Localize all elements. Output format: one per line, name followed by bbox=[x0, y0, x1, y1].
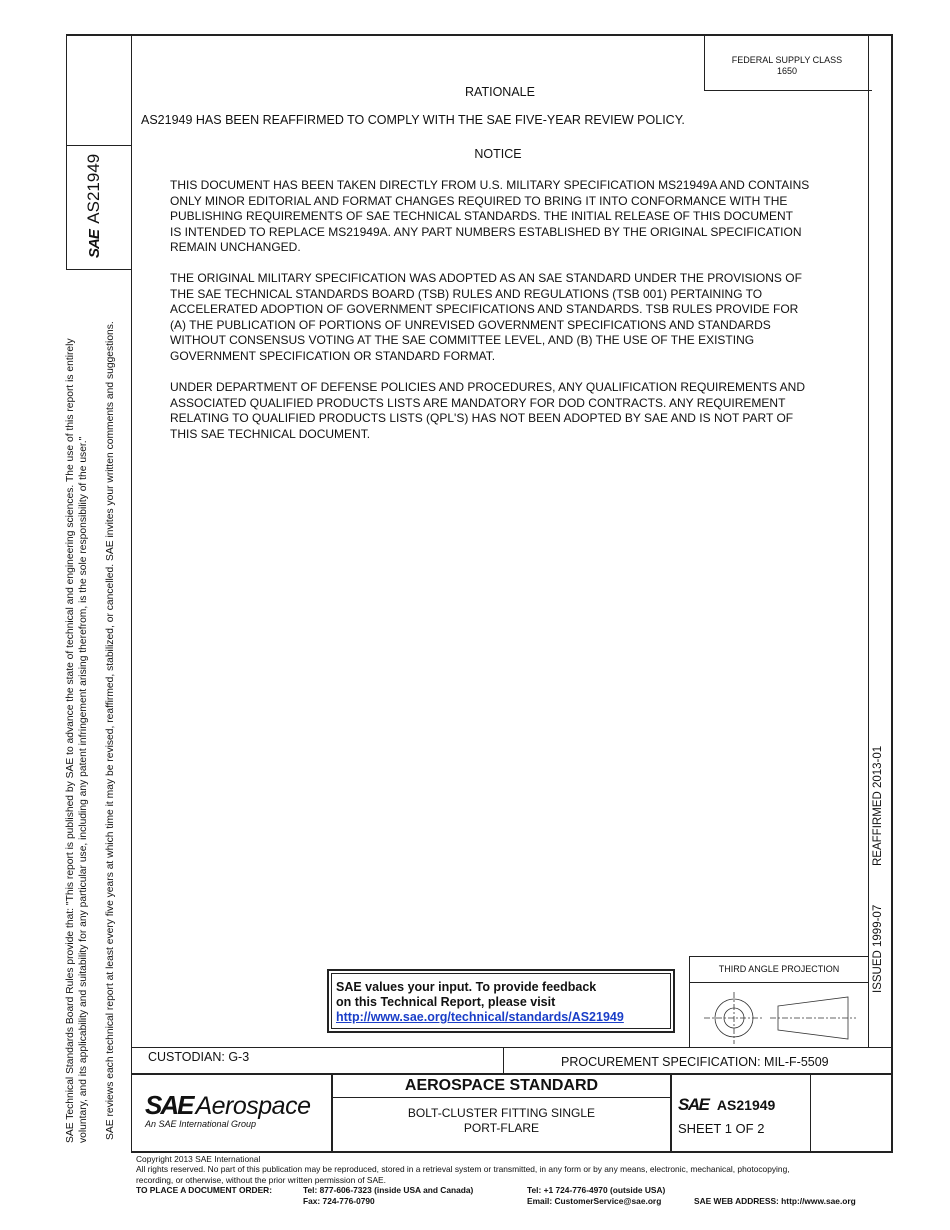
sidebar-box-top bbox=[66, 145, 132, 146]
projection-label: THIRD ANGLE PROJECTION bbox=[718, 964, 840, 974]
copyright: Copyright 2013 SAE International bbox=[136, 1154, 261, 1164]
frame-right-inner bbox=[868, 34, 869, 1048]
p2-line: GOVERNMENT SPECIFICATION OR STANDARD FORMAT. bbox=[170, 348, 496, 363]
logo-sae: SAE bbox=[145, 1090, 193, 1120]
projection-circle-view bbox=[704, 992, 764, 1044]
feedback-link[interactable]: http://www.sae.org/technical/standards/AS21949 bbox=[336, 1010, 624, 1024]
p2-line: THE ORIGINAL MILITARY SPECIFICATION WAS ADOPTED AS AN SAE STANDARD UNDER THE PROVISIONS OF bbox=[170, 271, 802, 285]
title-line2: PORT-FLARE bbox=[463, 1120, 540, 1135]
footer bbox=[136, 1154, 896, 1206]
fsc-box-left bbox=[704, 34, 705, 91]
procurement-spec: PROCUREMENT SPECIFICATION: MIL-F-5509 bbox=[561, 1055, 829, 1069]
notice-heading: NOTICE bbox=[474, 147, 522, 161]
feedback-box bbox=[327, 969, 675, 1033]
p2-line: ACCELERATED ADOPTION OF GOVERNMENT SPECIFICATIONS AND STANDARDS. TSB RULES PROVIDE FOR bbox=[170, 302, 799, 317]
doc-number-block bbox=[678, 1095, 775, 1115]
sidebar-box-bottom bbox=[66, 269, 132, 270]
fsc-box-bottom bbox=[704, 90, 872, 91]
p2-line: WITHOUT CONSENSUS VOTING AT THE SAE COMMITTEE LEVEL, AND (B) THE USE OF THE EXISTING bbox=[170, 333, 755, 348]
logo-aerospace: Aerospace bbox=[195, 1092, 311, 1120]
notice-paragraph-2 bbox=[170, 271, 850, 365]
custodian-divider bbox=[503, 1047, 504, 1074]
p1-line: THIS DOCUMENT HAS BEEN TAKEN DIRECTLY FROM U.S. MILITARY SPECIFICATION MS21949A AND CONTAINS bbox=[170, 178, 810, 192]
sidebar-doc-number: AS21949 bbox=[84, 153, 103, 224]
feedback-line1: SAE values your input. To provide feedback bbox=[336, 980, 597, 994]
third-angle-projection-icon bbox=[690, 984, 868, 1046]
order-label: TO PLACE A DOCUMENT ORDER: bbox=[136, 1185, 273, 1196]
rationale-heading: RATIONALE bbox=[465, 85, 535, 99]
federal-supply-class bbox=[706, 55, 868, 77]
rationale-text: AS21949 HAS BEEN REAFFIRMED TO COMPLY WITH THE SAE FIVE-YEAR REVIEW POLICY. bbox=[141, 113, 685, 127]
fsc-number: 1650 bbox=[776, 66, 798, 76]
sidebar-rules-line1: SAE Technical Standards Board Rules provide that: "This report is published by SAE to advance the state of technical and engineering sciences. The use of this report is entirely bbox=[65, 338, 76, 1143]
order-info bbox=[136, 1185, 896, 1206]
p3-line: UNDER DEPARTMENT OF DEFENSE POLICIES AND PROCEDURES, ANY QUALIFICATION REQUIREMENTS AND bbox=[170, 380, 805, 394]
projection-label-divider bbox=[689, 982, 869, 983]
tel-us: Tel: 877-606-7323 (inside USA and Canada) bbox=[303, 1185, 474, 1196]
email: Email: CustomerService@sae.org bbox=[527, 1195, 662, 1206]
sae-logo-small: SAE bbox=[86, 230, 103, 258]
fsc-label: FEDERAL SUPPLY CLASS bbox=[731, 55, 843, 65]
p1-line: IS INTENDED TO REPLACE MS21949A. ANY PART NUMBERS ESTABLISHED BY THE ORIGINAL SPECIFICATION bbox=[170, 224, 802, 239]
p1-line: ONLY MINOR EDITORIAL AND FORMAT CHANGES REQUIRED TO BRING IT INTO CONFORMANCE WITH THE bbox=[170, 193, 788, 208]
frame-left bbox=[66, 34, 67, 270]
docnum-divider bbox=[810, 1073, 811, 1152]
frame-bottom bbox=[131, 1151, 893, 1153]
sae-aerospace-logo bbox=[145, 1090, 330, 1129]
frame-sidebar-divider bbox=[131, 34, 132, 1152]
custodian: CUSTODIAN: G-3 bbox=[148, 1050, 250, 1064]
p3-line: RELATING TO QUALIFIED PRODUCTS LISTS (QPL'S) HAS NOT BEEN ADOPTED BY SAE AND IS NOT PART OF bbox=[170, 411, 794, 426]
sidebar-doc-id bbox=[84, 150, 114, 258]
projection-cone-view bbox=[770, 997, 856, 1039]
document-title bbox=[333, 1106, 670, 1135]
p1-line: REMAIN UNCHANGED. bbox=[170, 240, 301, 255]
logo-tagline: An SAE International Group bbox=[145, 1119, 257, 1129]
sae-mark: SAE bbox=[678, 1095, 709, 1114]
issued-date: ISSUED 1999-07 bbox=[872, 904, 884, 993]
p1-line: PUBLISHING REQUIREMENTS OF SAE TECHNICAL STANDARDS. THE INITIAL RELEASE OF THIS DOCUMENT bbox=[170, 209, 793, 224]
fax: Fax: 724-776-0790 bbox=[303, 1195, 375, 1206]
web-address: SAE WEB ADDRESS: http://www.sae.org bbox=[694, 1195, 856, 1206]
p2-line: THE SAE TECHNICAL STANDARDS BOARD (TSB) RULES AND REGULATIONS (TSB 001) PERTAINING TO bbox=[170, 286, 763, 301]
sidebar-rules-col2 bbox=[104, 280, 117, 1140]
rights-line1: All rights reserved. No part of this publication may be reproduced, stored in a retrieval system or transmitted, in any form or by any means, electronic, mechanical, photocopying, bbox=[136, 1164, 790, 1175]
p3-line: THIS SAE TECHNICAL DOCUMENT. bbox=[170, 426, 371, 441]
title-block-top bbox=[131, 1047, 893, 1048]
title-line1: BOLT-CLUSTER FITTING SINGLE bbox=[407, 1106, 596, 1120]
sidebar-rules-line2: voluntary, and its applicability and suitability for any particular use, including any patent infringement arising therefrom, is the sole responsibility of the user." bbox=[78, 436, 89, 1143]
notice-paragraph-1 bbox=[170, 178, 850, 256]
reaffirmed-date: REAFFIRMED 2013-01 bbox=[872, 745, 884, 866]
feedback-line2: on this Technical Report, please visit bbox=[336, 995, 556, 1009]
sidebar-rules-col1 bbox=[64, 283, 90, 1143]
frame-top bbox=[66, 34, 892, 36]
doc-number: AS21949 bbox=[716, 1097, 776, 1113]
notice-paragraph-3 bbox=[170, 380, 850, 442]
p2-line: (A) THE PUBLICATION OF PORTIONS OF UNREVISED GOVERNMENT SPECIFICATIONS AND STANDARDS bbox=[170, 317, 771, 332]
title-divider bbox=[670, 1073, 672, 1152]
rights-line2: recording, or otherwise, without the prior written permission of SAE. bbox=[136, 1174, 386, 1185]
sheet-number: SHEET 1 OF 2 bbox=[678, 1121, 765, 1136]
projection-box-top bbox=[689, 956, 869, 957]
sidebar-rules-line3: SAE reviews each technical report at least every five years at which time it may be revised, reaffirmed, stabilized, or cancelled. SAE invites your written comments and suggestions. bbox=[105, 321, 116, 1140]
title-block-mid bbox=[131, 1073, 893, 1075]
standard-type-underline bbox=[331, 1097, 671, 1098]
frame-right-outer bbox=[891, 34, 893, 1152]
tel-intl: Tel: +1 724-776-4970 (outside USA) bbox=[527, 1185, 666, 1196]
p3-line: ASSOCIATED QUALIFIED PRODUCTS LISTS ARE MANDATORY FOR DOD CONTRACTS. ANY REQUIREMENT bbox=[170, 395, 786, 410]
standard-type: AEROSPACE STANDARD bbox=[404, 1077, 599, 1094]
